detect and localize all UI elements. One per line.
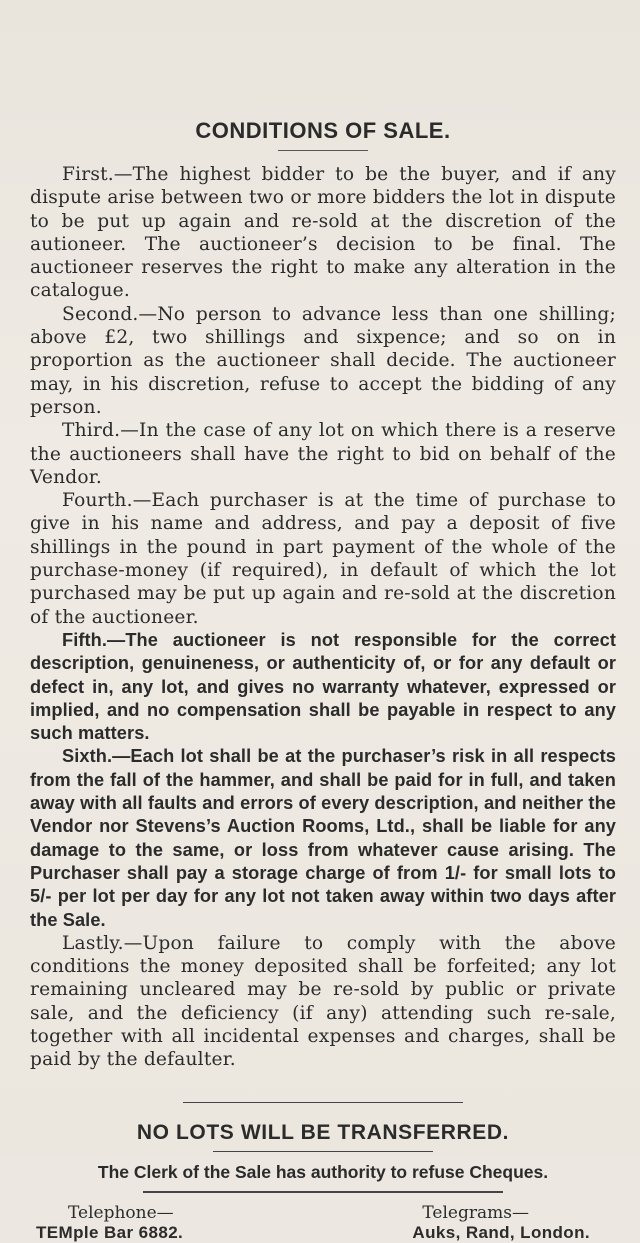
notice-underline bbox=[213, 1151, 433, 1152]
condition-fifth: Fifth.—The auctioneer is not responsible for the correct description, genuineness, or authenticity of, or for any default or defect in, any lot, and gives no warranty whatever, expressed or implied, and no compensation shall be payable in respect to any such matters. bbox=[30, 629, 616, 744]
condition-first: First.—The highest bidder to be the buyer, and if any dispute arise between two or more bidders the lot in dispute to be put up again and re-sold at the discretion of the autioneer. The auctioneer’s decision to be final. The auctioneer reserves the right to make any alteration in the catalogue. bbox=[30, 164, 616, 302]
page-title: CONDITIONS OF SALE. bbox=[195, 118, 451, 143]
telegrams-address: Auks, Rand, London. bbox=[412, 1222, 590, 1242]
condition-fourth: Fourth.—Each purchaser is at the time of purchase to give in his name and address, and pay a deposit of five shillings in the pound in part payment of the whole of the purchase-money (if required), in default of which the lot purchased may be put up again and re-sold at the discretion of the auctioneer. bbox=[30, 490, 616, 628]
telephone-block bbox=[36, 1203, 183, 1243]
condition-lastly: Lastly.—Upon failure to comply with the above conditions the money deposited shall be forfeited; any lot remaining uncleared may be re-sold by public or private sale, and the deficiency (if any) attending such re-sale, together with all incidental expenses and charges, shall be paid by the defaulter. bbox=[30, 932, 616, 1071]
condition-second: Second.—No person to advance less than one shilling; above £2, two shillings and sixpence; and so on in proportion as the auctioneer shall decide. The auctioneer may, in his discretion, refuse to accept the bidding of any person. bbox=[30, 303, 616, 418]
cheque-underline bbox=[143, 1191, 503, 1193]
condition-sixth: Sixth.—Each lot shall be at the purchaser’s risk in all respects from the fall of the hammer, and shall be paid for in full, and taken away with all faults and errors of every description, and neither the Vendor nor Stevens’s Auction Rooms, Ltd., shall be liable for any damage to the same, or loss from whatever cause arising. The Purchaser shall pay a storage charge of from 1/- for small lots to 5/- per lot per day for any lot not taken away within two days after the Sale. bbox=[30, 746, 616, 930]
title-underline bbox=[278, 150, 368, 151]
telegrams-block bbox=[412, 1203, 590, 1243]
no-transfer-notice: NO LOTS WILL BE TRANSFERRED. bbox=[136, 1120, 510, 1144]
telephone-number: TEMple Bar 6882. bbox=[36, 1222, 184, 1242]
contact-footer bbox=[30, 1203, 616, 1243]
divider-rule bbox=[183, 1102, 463, 1103]
condition-third: Third.—In the case of any lot on which there is a reserve the auctioneers shall have the right to bid on behalf of the Vendor. bbox=[30, 420, 616, 488]
telephone-label: Telephone— bbox=[68, 1202, 174, 1223]
telegrams-label: Telegrams— bbox=[422, 1202, 529, 1223]
cheque-notice: The Clerk of the Sale has authority to refuse Cheques. bbox=[97, 1161, 549, 1182]
